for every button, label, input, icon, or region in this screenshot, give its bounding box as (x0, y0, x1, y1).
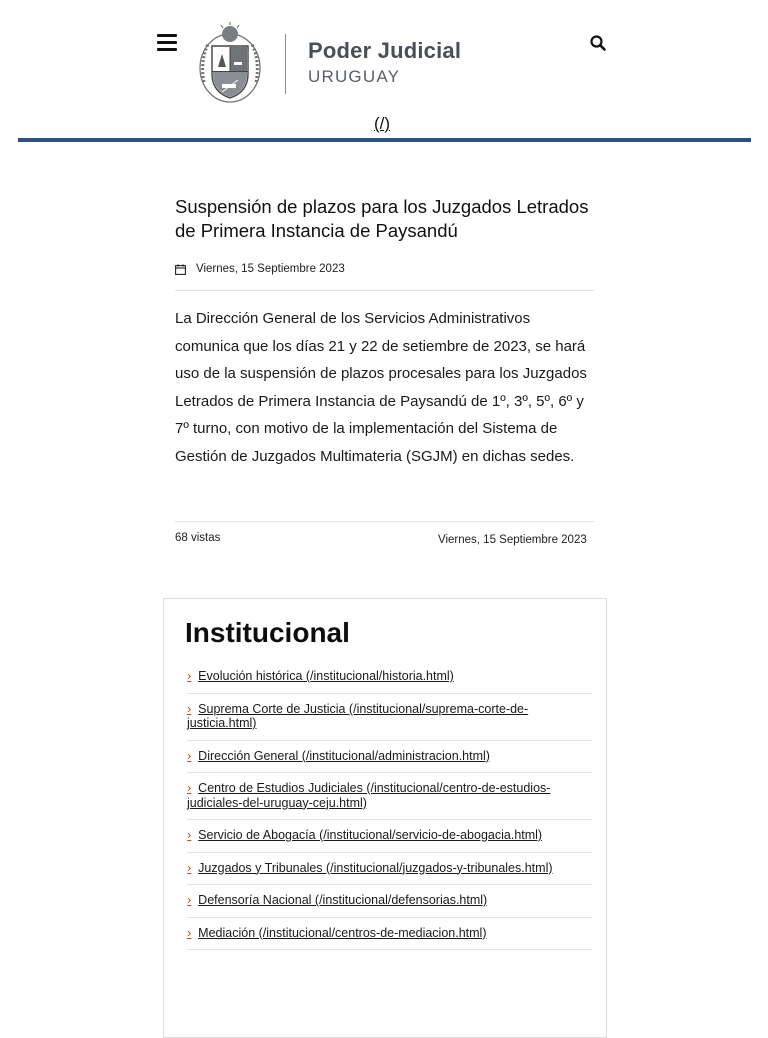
institucional-links (187, 661, 592, 950)
coat-of-arms-logo[interactable] (194, 22, 266, 106)
article-footer-date: Viernes, 15 Septiembre 2023 (438, 534, 587, 546)
article-date-row (175, 263, 345, 275)
institucional-link[interactable]: › Juzgados y Tribunales (/institucional/juzgados-y-tribunales.html) (187, 860, 553, 875)
institucional-link[interactable]: › Servicio de Abogacía (/institucional/servicio-de-abogacia.html) (187, 828, 543, 842)
search-icon[interactable] (589, 34, 607, 52)
view-count: 68 vistas (175, 532, 221, 544)
institucional-link[interactable]: › Defensoría Nacional (/institucional/defensorias.html) (187, 893, 488, 907)
header-accent-bar (18, 138, 751, 142)
chevron-right-icon: › (187, 669, 192, 683)
institucional-panel (163, 598, 607, 1038)
list-item (187, 853, 592, 886)
list-item (187, 661, 592, 694)
hamburger-menu-icon[interactable] (157, 34, 177, 51)
divider (175, 290, 594, 291)
list-item (187, 918, 592, 951)
article-body: La Dirección General de los Servicios Administrativos comunica que los días 21 y 22 de setiembre de 2023, se hará uso de la suspensión de plazos procesales para los Juzgados Letrados de Primera Instancia de Paysandú de 1º, 3º, 5º, 6º y 7º turno, con motivo de la implementación del Sistema de Gestión de Juzgados Multimateria (SGJM) en dichas sedes. (175, 310, 587, 465)
calendar-icon (175, 264, 186, 275)
brand-title[interactable]: Poder Judicial (308, 38, 462, 63)
brand-subtitle[interactable]: URUGUAY (308, 67, 401, 86)
logo-divider (285, 34, 286, 94)
divider (175, 521, 594, 522)
list-item (187, 773, 592, 820)
list-item (187, 741, 592, 774)
list-item (187, 820, 592, 853)
institucional-link[interactable]: › Mediación (/institucional/centros-de-mediacion.html) (187, 925, 487, 940)
institucional-link[interactable]: › Suprema Corte de Justicia (/institucional/suprema-corte-de-justicia.html) (187, 701, 529, 730)
chevron-right-icon: › (187, 828, 192, 842)
institucional-link[interactable]: › Centro de Estudios Judiciales (/institucional/centro-de-estudios-judiciales-del-uruguay-ceju.html) (187, 781, 551, 810)
article-date: Viernes, 15 Septiembre 2023 (196, 263, 345, 275)
chevron-right-icon: › (187, 781, 192, 795)
institucional-link[interactable]: › Dirección General (/institucional/administracion.html) (187, 748, 490, 763)
chevron-right-icon: › (187, 701, 192, 716)
list-item (187, 885, 592, 918)
list-item (187, 694, 592, 741)
article-title: Suspensión de plazos para los Juzgados Letrados de Primera Instancia de Paysandú (175, 196, 589, 241)
chevron-right-icon: › (187, 893, 192, 907)
chevron-right-icon: › (187, 860, 192, 875)
institucional-title: Institucional (185, 617, 350, 648)
chevron-right-icon: › (187, 748, 192, 763)
institucional-link[interactable]: › Evolución histórica (/institucional/historia.html) (187, 669, 454, 683)
chevron-right-icon: › (187, 925, 192, 940)
home-link[interactable]: (/) (374, 114, 391, 133)
